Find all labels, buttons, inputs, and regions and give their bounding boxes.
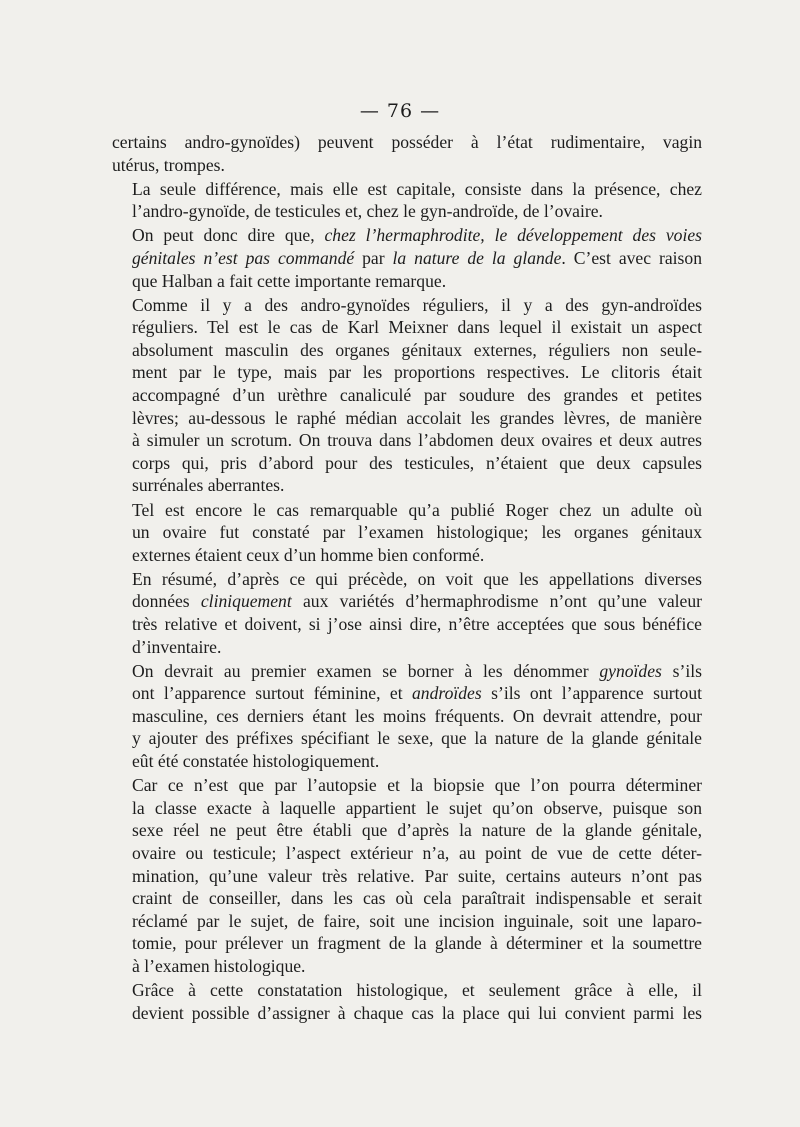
text-line [112, 452, 702, 475]
text-line [112, 842, 702, 865]
text-segment: réguliers. Tel est le cas de Karl Meixner dans lequel il existait un aspect [132, 317, 702, 338]
paragraph [112, 294, 702, 497]
text-segment: s’ils [661, 660, 702, 681]
italic-text: génitales n’est pas commandé [132, 247, 355, 268]
paragraph [112, 499, 702, 567]
text-segment: Car ce n’est que par l’autopsie et la biopsie que l’on pourra déterminer [132, 775, 702, 796]
text-line [112, 797, 702, 820]
text-segment: très relative et doivent, si j’ose ainsi dire, n’être acceptées que sous bénéfice [132, 613, 702, 634]
text-line [112, 294, 702, 317]
text-line [112, 865, 702, 888]
text-segment: la classe exacte à laquelle appartient le sujet qu’on observe, puisque son [132, 797, 702, 818]
text-line [112, 636, 702, 659]
text-segment: données [132, 591, 201, 612]
text-segment: un ovaire fut constaté par l’examen histologique; les organes génitaux [132, 522, 702, 543]
text-line [112, 887, 702, 910]
italic-text: gynoïdes [599, 660, 662, 681]
body-text [112, 131, 702, 1026]
text-line [112, 590, 702, 613]
text-segment: y ajouter des préfixes spécifiant le sexe, que la nature de la glande génitale [132, 728, 702, 749]
text-line [112, 521, 702, 544]
text-line [112, 613, 702, 636]
text-segment: à simuler un scrotum. On trouva dans l’abdomen deux ovaires et deux autres [132, 430, 702, 451]
text-line [112, 200, 702, 223]
text-segment: accompagné d’un urèthre canaliculé par soudure des grandes et petites [132, 385, 702, 406]
text-line [112, 361, 702, 384]
text-segment: Tel est encore le cas remarquable qu’a publié Roger chez un adulte où [132, 499, 702, 520]
text-segment: La seule différence, mais elle est capitale, consiste dans la présence, chez [132, 178, 702, 199]
text-segment: d’inventaire. [132, 636, 222, 657]
text-line [112, 660, 702, 683]
text-segment: certains andro-gynoïdes) peuvent posséder à l’état rudimentaire, vagin [112, 132, 702, 152]
paragraph [112, 224, 702, 292]
page-number: — 76 — [359, 100, 441, 122]
text-segment: Grâce à cette constatation histologique, et seulement grâce à elle, il [132, 979, 702, 1000]
text-line [112, 270, 702, 293]
text-line [112, 474, 702, 497]
text-segment: devient possible d’assigner à chaque cas la place qui lui convient parmi les [132, 1002, 702, 1023]
text-line [112, 247, 702, 270]
text-line [112, 178, 702, 201]
text-line [112, 224, 702, 247]
text-segment: masculine, ces derniers étant les moins fréquents. On devrait attendre, pour [132, 705, 702, 726]
text-line [112, 932, 702, 955]
text-segment: . C’est avec raison [561, 247, 702, 268]
italic-text: androïdes [411, 683, 482, 704]
text-segment: Comme il y a des andro-gynoïdes réguliers, il y a des gyn-androïdes [132, 294, 702, 315]
text-segment: mination, qu’une valeur très relative. Par suite, certains auteurs n’ont pas [132, 865, 702, 886]
text-segment: On peut donc dire que, [132, 225, 325, 246]
text-line [112, 384, 702, 407]
paragraph [112, 178, 702, 223]
text-segment: aux variétés d’hermaphrodisme n’ont qu’une valeur [291, 591, 702, 612]
paragraph [112, 568, 702, 658]
text-line [112, 407, 702, 430]
text-line [112, 154, 702, 177]
text-segment: En résumé, d’après ce qui précède, on voit que les appellations diverses [132, 568, 702, 589]
text-line [112, 568, 702, 591]
text-line [112, 819, 702, 842]
text-line [112, 705, 702, 728]
text-segment: ovaire ou testicule; l’aspect extérieur n’a, au point de vue de cette déter- [132, 842, 702, 863]
text-segment: l’andro-gynoïde, de testicules et, chez le gyn-androïde, de l’ovaire. [132, 201, 603, 222]
text-segment: s’ils ont l’apparence surtout [481, 683, 703, 704]
text-line [112, 429, 702, 452]
text-line [112, 910, 702, 933]
text-line [112, 499, 702, 522]
text-segment: eût été constatée histologiquement. [132, 751, 380, 772]
paragraph [112, 660, 702, 773]
text-segment: externes étaient ceux d’un homme bien conformé. [132, 544, 485, 565]
text-segment: lèvres; au-dessous le raphé médian accolait les grandes lèvres, de manière [132, 407, 702, 428]
text-segment: corps qui, pris d’abord pour des testicules, n’étaient que deux capsules [132, 452, 702, 473]
text-segment: par [354, 247, 393, 268]
text-line [112, 727, 702, 750]
text-line [112, 955, 702, 978]
text-segment: utérus, trompes. [112, 154, 225, 175]
italic-text: cliniquement [200, 591, 292, 612]
text-line [112, 774, 702, 797]
text-segment: absolument masculin des organes génitaux externes, réguliers non seule- [132, 339, 702, 360]
text-line [112, 750, 702, 773]
text-segment: à l’examen histologique. [132, 955, 306, 976]
text-segment: que Halban a fait cette importante remarque. [132, 270, 447, 291]
text-line [112, 979, 702, 1002]
text-line [112, 316, 702, 339]
text-segment: tomie, pour prélever un fragment de la glande à déterminer et la soumettre [132, 933, 702, 954]
paragraph [112, 979, 702, 1024]
text-segment: sexe réel ne peut être établi que d’après la nature de la glande génitale, [132, 820, 702, 841]
italic-text: chez l’hermaphrodite, le développement des voies [324, 225, 702, 246]
text-segment: On devrait au premier examen se borner à les dénommer [132, 660, 600, 681]
italic-text: la nature de la glande [392, 247, 562, 268]
text-line [112, 1002, 702, 1025]
text-line [112, 339, 702, 362]
text-line [112, 682, 702, 705]
paragraph [112, 774, 702, 977]
paragraph [112, 131, 702, 176]
text-segment: ont l’apparence surtout féminine, et [132, 683, 412, 704]
text-segment: réclamé par le sujet, de faire, soit une incision inguinale, soit une laparo- [132, 910, 702, 931]
text-segment: craint de conseiller, dans les cas où cela paraîtrait indispensable et serait [132, 888, 702, 909]
text-line [112, 131, 702, 154]
text-line [112, 544, 702, 567]
text-segment: surrénales aberrantes. [132, 475, 285, 496]
text-segment: ment par le type, mais par les proportions respectives. Le clitoris était [132, 362, 702, 383]
